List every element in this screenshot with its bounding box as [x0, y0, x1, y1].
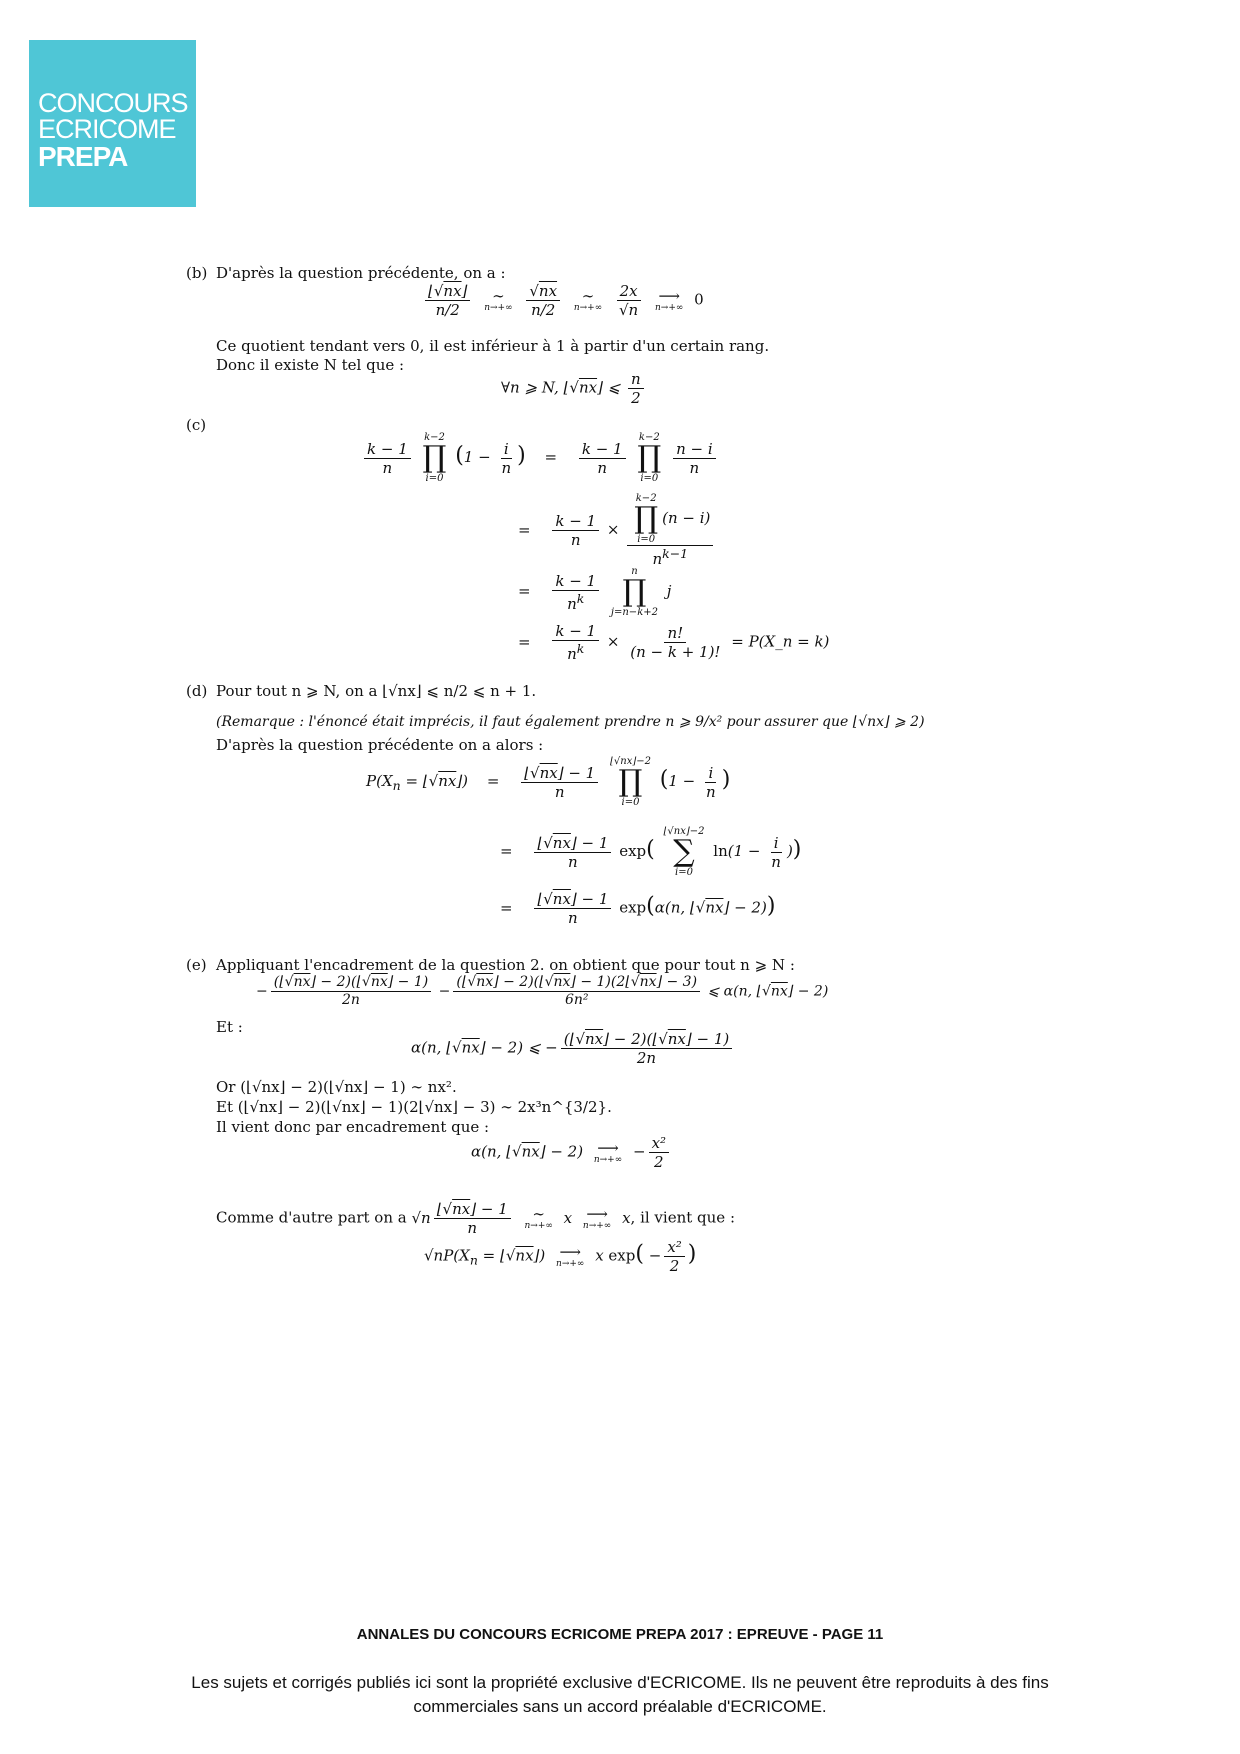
part-e-bound-inequality: − $\frac{(⌊√nx⌋ - 2)(⌊√nx⌋ - 1)}{2n}$ − $\frac{(⌊√nx⌋ - 2)(⌊√nx⌋ - 1)(2⌊√nx⌋ - 3)}{\text{6n²}}$ ⩽ α(n, ⌊√nx⌋ − 2) — [256, 974, 829, 1008]
part-d-label: (d) — [186, 682, 208, 700]
part-b-intro: D'après la question précédente, on a : — [216, 264, 506, 282]
part-d-line3: = $\frac{⌊√nx⌋ - 1}{n}$ exp(α(n, ⌊√nx⌋ − 2)) — [500, 890, 776, 927]
part-b-rank-inequality: ∀n ⩾ N, ⌊√nx⌋ ⩽ $\frac{n}{2}$ — [501, 370, 647, 407]
part-c-line3: = $\frac{k - 1}{n^k}$ n ∏ j=n−k+2 j — [518, 566, 672, 618]
part-e-final-limit: $√nP(X_n$ = ⌊√nx⌋) ⟶ n→+∞ x exp( − $\frac{\text{x²}}{2}$ ) — [424, 1238, 697, 1275]
part-b-text1: Ce quotient tendant vers 0, il est inférieur à 1 à partir d'un certain rang. — [216, 337, 770, 355]
part-d-text2: D'après la question précédente on a alors : — [216, 736, 544, 754]
part-c-result: = P(X_n = k) — [731, 632, 830, 651]
part-e-et: Et : — [216, 1018, 243, 1036]
part-c-label: (c) — [186, 416, 207, 434]
part-b-label: (b) — [186, 264, 208, 282]
logo-line-prepa: PREPA — [38, 141, 128, 172]
part-e-label: (e) — [186, 956, 207, 974]
part-b-equivalence: $\frac{⌊√nx⌋}{n/2}$ ∼ n→+∞ $\frac{√nx}{n/2}$ ∼ n→+∞ $\frac{2x}{√n}$ ⟶ n→+∞ 0 — [422, 282, 704, 319]
part-c-line1: $\frac{k - 1}{n}$ k−2 ∏ i=0 (1 − $\frac{i}{n}$ ) = $\frac{k - 1}{n}$ k−2 ∏ i=0 $\frac{n - i}{n}$ — [361, 432, 719, 484]
part-d-text1: Pour tout n ⩾ N, on a ⌊√nx⌋ ⩽ n/2 ⩽ n + 1. — [216, 682, 537, 700]
footer-copyright-note: Les sujets et corrigés publiés ici sont la propriété exclusive d'ECRICOME. Ils ne peuvent être reproduits à des fins commerciales sans un accord préalable d'ECRICOME. — [191, 1673, 1049, 1716]
part-d-remark: (Remarque : l'énoncé était imprécis, il faut également prendre n ⩾ 9/x² pour assurer que ⌊√nx⌋ ⩾ 2) — [216, 714, 925, 730]
ecricome-logo — [29, 40, 196, 207]
part-e-et2: Et (⌊√nx⌋ − 2)(⌊√nx⌋ − 1)(2⌊√nx⌋ − 3) ∼ 2x³n^{3/2}. — [216, 1098, 612, 1116]
logo-line-ecricome: ECRICOME — [38, 114, 176, 144]
part-e-text1: Appliquant l'encadrement de la question 2. on obtient que pour tout n ⩾ N : — [216, 956, 795, 974]
footer-title: ANNALES DU CONCOURS ECRICOME PREPA 2017 : EPREUVE - PAGE 11 — [356, 1626, 884, 1643]
part-e-comme-end: , il vient que : — [630, 1208, 735, 1227]
logo-line-concours: CONCOURS — [38, 88, 188, 118]
part-e-upper-bound: α(n, ⌊√nx⌋ − 2) ⩽ − $\frac{(⌊√nx⌋ - 2)(⌊√nx⌋ - 1)}{2n}$ — [411, 1030, 735, 1067]
part-e-comme: Comme d'autre part on a √n $\frac{⌊√nx⌋ - 1}{n}$ ∼ n→+∞ x ⟶ n→+∞ x, il vient que : — [216, 1200, 735, 1237]
part-e-or1: Or (⌊√nx⌋ − 2)(⌊√nx⌋ − 1) ∼ nx². — [216, 1078, 457, 1096]
part-c-line4: = $\frac{k - 1}{n^k}$ × $\frac{n!}{(n - k + 1)!}$ = P(X_n = k) — [518, 622, 830, 663]
part-e-vient: Il vient donc par encadrement que : — [216, 1118, 490, 1136]
part-d-line1: $P(X_n$ = ⌊√nx⌋) = $\frac{⌊√nx⌋ - 1}{n}$ ⌊√nx⌋−2 ∏ i=0 (1 − $\frac{i}{n}$ ) — [366, 756, 731, 808]
part-c-line2: = $\frac{k - 1}{n}$ × k−2 ∏ i=0 (n − i) $n^{k-1}$ — [504, 493, 716, 568]
part-e-alpha-limit: α(n, ⌊√nx⌋ − 2) ⟶ n→+∞ − $\frac{\text{x²}}{2}$ — [471, 1134, 672, 1171]
part-e-comme-text: Comme d'autre part on a — [216, 1208, 407, 1227]
part-d-line2: = $\frac{⌊√nx⌋ - 1}{n}$ exp( ⌊√nx⌋−2 ∑ i=0 ln(1 − $\frac{i}{n}$ )) — [500, 826, 802, 878]
part-b-text2: Donc il existe N tel que : — [216, 356, 405, 374]
